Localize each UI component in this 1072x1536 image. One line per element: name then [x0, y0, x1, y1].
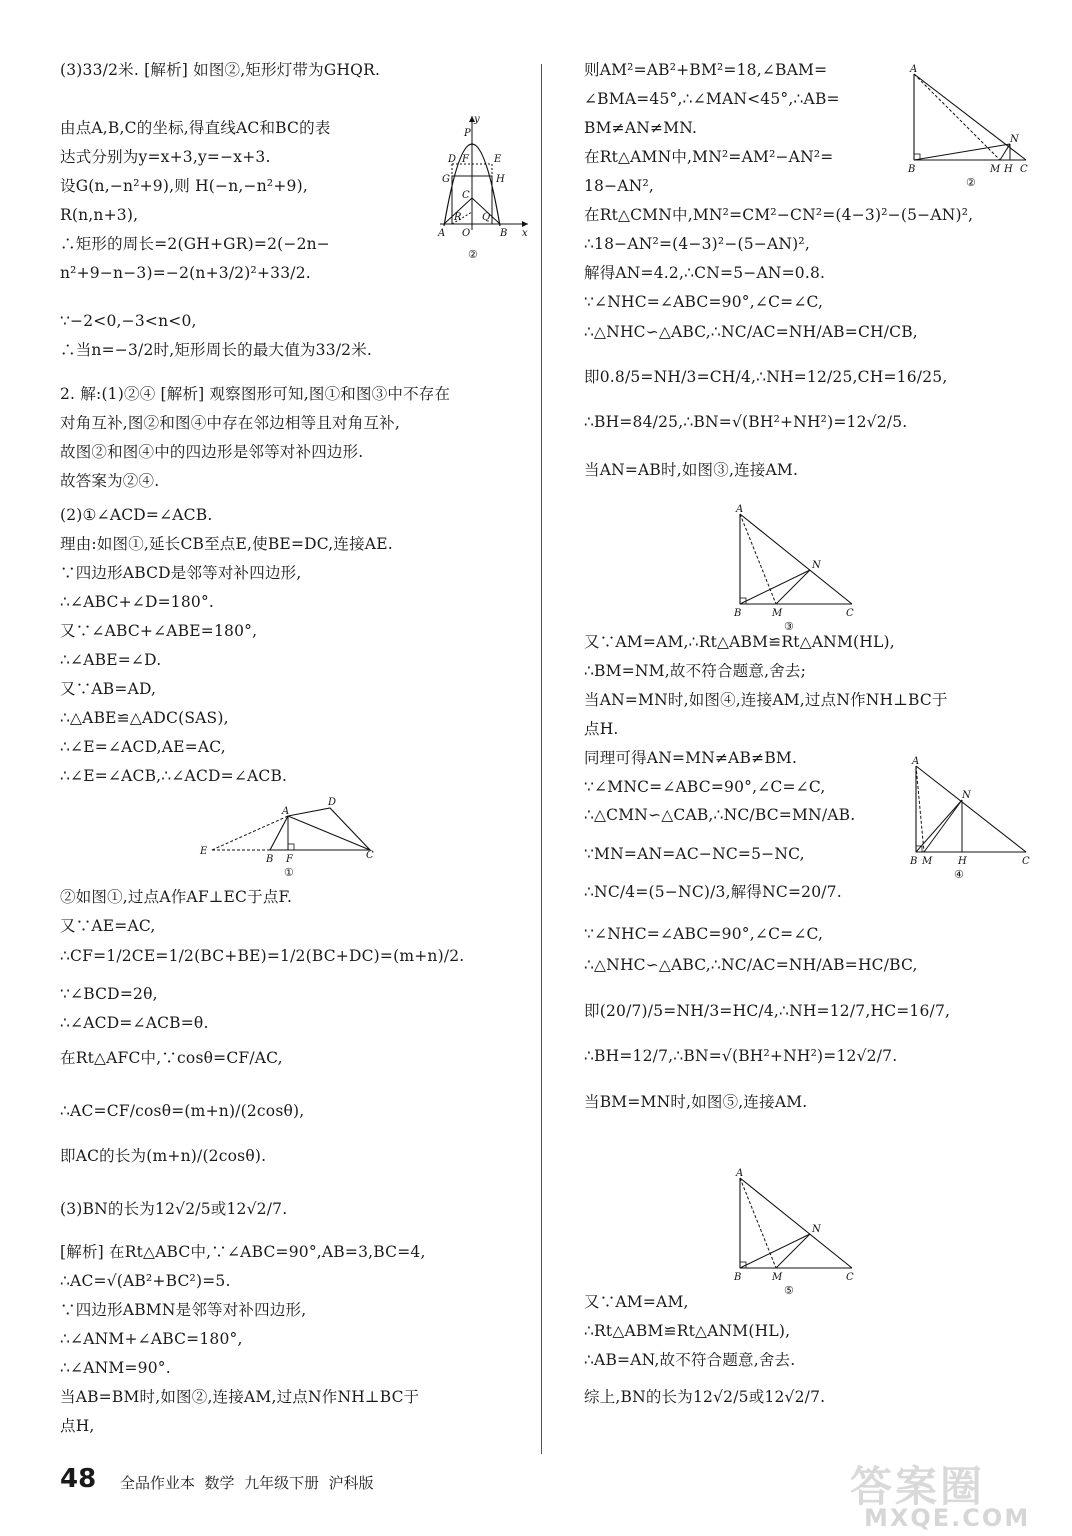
fig1-label-d: D — [328, 797, 337, 808]
left-line-33: [解析] 在Rt△ABC中,∵∠ABC=90°,AB=3,BC=4, — [60, 1243, 426, 1261]
fig5-label-c: C — [846, 1272, 854, 1283]
right-line-29: ∴Rt△ABM≌Rt△ANM(HL), — [584, 1322, 791, 1340]
left-line-30: ∴AC=CF/cosθ=(m+n)/(2cosθ), — [60, 1102, 305, 1120]
fig5-label-m: M — [772, 1272, 783, 1283]
right-line-15: ∴BM=NM,故不符合题意,舍去; — [584, 662, 807, 680]
left-line-26: ∴CF=1/2CE=1/2(BC+BE)=1/2(BC+DC)=(m+n)/2. — [60, 947, 465, 965]
fig-parabola-label-c: C — [462, 190, 470, 201]
figure-5-triangle — [732, 1168, 862, 1300]
left-line-1: (3)33/2米. [解析] 如图②,矩形灯带为GHQR. — [60, 61, 381, 79]
right-line-9: ∵∠NHC=∠ABC=90°,∠C=∠C, — [584, 293, 824, 311]
figure-4-triangle — [908, 756, 1034, 881]
left-line-12: 故图②和图④中的四边形是邻等对补四边形. — [60, 443, 364, 461]
left-line-27: ∵∠BCD=2θ, — [60, 985, 158, 1003]
fig-parabola-label-g: G — [442, 174, 450, 185]
fig1-label-e: E — [200, 846, 208, 857]
fig-parabola-label-f: F — [462, 154, 469, 165]
left-line-10: 2. 解:(1)②④ [解析] 观察图形可知,图①和图③中不存在 — [60, 385, 451, 403]
right-line-5: 18−AN², — [584, 177, 655, 195]
page-footer — [0, 1462, 1072, 1532]
fig-parabola-label-x: x — [522, 228, 528, 239]
fig4-label-h: H — [958, 856, 967, 867]
right-line-18: 同理可得AN=MN≠AB≠BM. — [584, 749, 798, 767]
fig4-label-c: C — [1022, 856, 1030, 867]
fig-parabola-label-h: H — [496, 174, 505, 185]
figure-3-triangle — [732, 504, 862, 636]
fig-parabola-caption: ② — [468, 248, 478, 261]
left-line-37: ∴∠ANM=90°. — [60, 1359, 171, 1377]
left-line-28: ∴∠ACD=∠ACB=θ. — [60, 1014, 209, 1032]
fig1-label-a: A — [282, 806, 290, 817]
left-line-7: n²+9−n−3)=−2(n+3/2)²+33/2. — [60, 264, 311, 282]
right-line-6: 在Rt△CMN中,MN²=CM²−CN²=(4−3)²−(5−AN)², — [584, 206, 974, 224]
watermark-logo: 答案圈 — [850, 1462, 986, 1511]
right-line-10: ∴△NHC∽△ABC,∴NC/AC=NH/AB=CH/CB, — [584, 323, 918, 341]
right-line-24: ∴△NHC∽△ABC,∴NC/AC=NH/AB=HC/BC, — [584, 956, 918, 974]
left-line-21: ∴△ABE≌△ADC(SAS), — [60, 709, 229, 727]
left-line-36: ∴∠ANM+∠ABC=180°, — [60, 1330, 243, 1348]
left-line-22: ∴∠E=∠ACD,AE=AC, — [60, 738, 226, 756]
fig1-caption: ① — [284, 866, 294, 879]
right-line-30: ∴AB=AN,故不符合题意,舍去. — [584, 1351, 796, 1369]
fig-parabola-label-d: D — [448, 154, 457, 165]
right-line-17: 点H. — [584, 720, 619, 738]
figure-parabola-rectangle — [438, 112, 534, 262]
left-line-8: ∵−2<0,−3<n<0, — [60, 312, 197, 330]
right-line-3: BM≠AN≠MN. — [584, 119, 698, 137]
right-line-31: 综上,BN的长为12√2/5或12√2/7. — [584, 1388, 826, 1406]
right-line-4: 在Rt△AMN中,MN²=AM²−AN²= — [584, 148, 834, 166]
fig3-label-b: B — [734, 608, 742, 619]
left-line-13: 故答案为②④. — [60, 472, 160, 490]
fig2-label-h: H — [1004, 164, 1013, 175]
fig4-label-a: A — [912, 756, 920, 767]
left-line-4: 设G(n,−n²+9),则 H(−n,−n²+9), — [60, 177, 308, 195]
fig5-label-n: N — [812, 1224, 821, 1235]
left-line-3: 达式分别为y=x+3,y=−x+3. — [60, 148, 271, 166]
right-line-14: 又∵AM=AM,∴Rt△ABM≌Rt△ANM(HL), — [584, 633, 895, 651]
left-line-18: 又∵∠ABC+∠ABE=180°, — [60, 622, 258, 640]
left-line-35: ∵四边形ABMN是邻等对补四边形, — [60, 1301, 307, 1319]
fig-parabola-label-p: P — [464, 128, 471, 139]
left-line-38: 当AB=BM时,如图②,连接AM,过点N作NH⊥BC于 — [60, 1388, 420, 1406]
right-line-8: 解得AN=4.2,∴CN=5−AN=0.8. — [584, 264, 826, 282]
fig-parabola-label-a: A — [438, 228, 446, 239]
left-line-39: 点H, — [60, 1417, 95, 1435]
fig5-label-a: A — [736, 1168, 744, 1179]
fig3-label-n: N — [812, 560, 821, 571]
page-number: 48 — [60, 1464, 97, 1494]
left-line-5: R(n,n+3), — [60, 206, 139, 224]
left-line-20: 又∵AB=AD, — [60, 680, 157, 698]
fig5-caption: ⑤ — [784, 1284, 794, 1297]
fig4-label-b: B — [910, 856, 918, 867]
fig5-label-b: B — [734, 1272, 742, 1283]
fig-parabola-label-y: y — [474, 114, 480, 125]
left-line-15: 理由:如图①,延长CB至点E,使BE=DC,连接AE. — [60, 535, 393, 553]
fig3-label-a: A — [736, 504, 744, 515]
left-line-9: ∴当n=−3/2时,矩形周长的最大值为33/2米. — [60, 341, 373, 359]
fig2-label-m: M — [990, 164, 1001, 175]
left-line-6: ∴矩形的周长=2(GH+GR)=2(−2n− — [60, 235, 330, 253]
right-line-21: ∵MN=AN=AC−NC=5−NC, — [584, 845, 805, 863]
figure-2-triangle — [906, 64, 1034, 192]
fig-parabola-label-e: E — [494, 154, 502, 165]
left-line-25: 又∵AE=AC, — [60, 917, 156, 935]
right-line-20: ∴△CMN∽△CAB,∴NC/BC=MN/AB. — [584, 806, 856, 824]
fig4-caption: ④ — [954, 868, 964, 881]
fig2-label-a: A — [910, 64, 918, 75]
fig1-label-b: B — [266, 854, 274, 865]
right-line-28: 又∵AM=AM, — [584, 1293, 689, 1311]
figure-1-quadrilateral — [200, 796, 386, 880]
fig3-caption: ③ — [784, 620, 794, 633]
fig-parabola-label-b: B — [500, 228, 508, 239]
fig-parabola-label-q: Q — [482, 212, 491, 223]
right-line-11: 即0.8/5=NH/3=CH/4,∴NH=12/25,CH=16/25, — [584, 368, 948, 386]
left-line-31: 即AC的长为(m+n)/(2cosθ). — [60, 1147, 267, 1165]
left-line-2: 由点A,B,C的坐标,得直线AC和BC的表 — [60, 119, 331, 137]
fig4-label-m: M — [922, 856, 933, 867]
right-line-16: 当AN=MN时,如图④,连接AM,过点N作NH⊥BC于 — [584, 691, 948, 709]
watermark-url: MXQE.COM — [864, 1504, 1031, 1532]
right-line-22: ∴NC/4=(5−NC)/3,解得NC=20/7. — [584, 883, 842, 901]
right-line-13: 当AN=AB时,如图③,连接AM. — [584, 461, 799, 479]
left-line-34: ∴AC=√(AB²+BC²)=5. — [60, 1272, 231, 1290]
fig4-label-n: N — [962, 790, 971, 801]
column-divider — [541, 64, 542, 1454]
right-line-2: ∠BMA=45°,∴∠MAN<45°,∴AB= — [584, 90, 840, 108]
right-line-27: 当BM=MN时,如图⑤,连接AM. — [584, 1093, 808, 1111]
left-line-16: ∵四边形ABCD是邻等对补四边形, — [60, 564, 302, 582]
right-line-1: 则AM²=AB²+BM²=18,∠BAM= — [584, 61, 828, 79]
right-line-19: ∵∠MNC=∠ABC=90°,∠C=∠C, — [584, 778, 826, 796]
fig3-label-c: C — [846, 608, 854, 619]
right-line-25: 即(20/7)/5=NH/3=HC/4,∴NH=12/7,HC=16/7, — [584, 1002, 951, 1020]
fig2-label-b: B — [908, 164, 916, 175]
fig-parabola-label-r: R — [454, 212, 462, 223]
fig1-label-c: C — [366, 850, 374, 861]
fig2-label-n: N — [1010, 134, 1019, 145]
left-line-24: ②如图①,过点A作AF⊥EC于点F. — [60, 888, 293, 906]
fig2-label-c: C — [1020, 164, 1028, 175]
book-info: 全品作业本 数学 九年级下册 沪科版 — [120, 1474, 374, 1492]
left-line-14: (2)①∠ACD=∠ACB. — [60, 506, 213, 524]
fig-parabola-label-o: O — [462, 228, 471, 239]
right-line-7: ∴18−AN²=(4−3)²−(5−AN)², — [584, 235, 810, 253]
fig2-caption: ② — [966, 176, 976, 189]
left-line-23: ∴∠E=∠ACB,∴∠ACD=∠ACB. — [60, 767, 288, 785]
right-line-26: ∴BH=12/7,∴BN=√(BH²+NH²)=12√2/7. — [584, 1047, 898, 1065]
left-line-17: ∴∠ABC+∠D=180°. — [60, 593, 215, 611]
fig1-label-f: F — [286, 854, 293, 865]
right-line-23: ∵∠NHC=∠ABC=90°,∠C=∠C, — [584, 925, 824, 943]
left-line-11: 对角互补,图②和图④中存在邻边相等且对角互补, — [60, 414, 400, 432]
fig3-label-m: M — [772, 608, 783, 619]
left-line-19: ∴∠ABE=∠D. — [60, 651, 162, 669]
right-line-12: ∴BH=84/25,∴BN=√(BH²+NH²)=12√2/5. — [584, 413, 908, 431]
left-line-29: 在Rt△AFC中,∵cosθ=CF/AC, — [60, 1049, 283, 1067]
left-line-32: (3)BN的长为12√2/5或12√2/7. — [60, 1200, 288, 1218]
